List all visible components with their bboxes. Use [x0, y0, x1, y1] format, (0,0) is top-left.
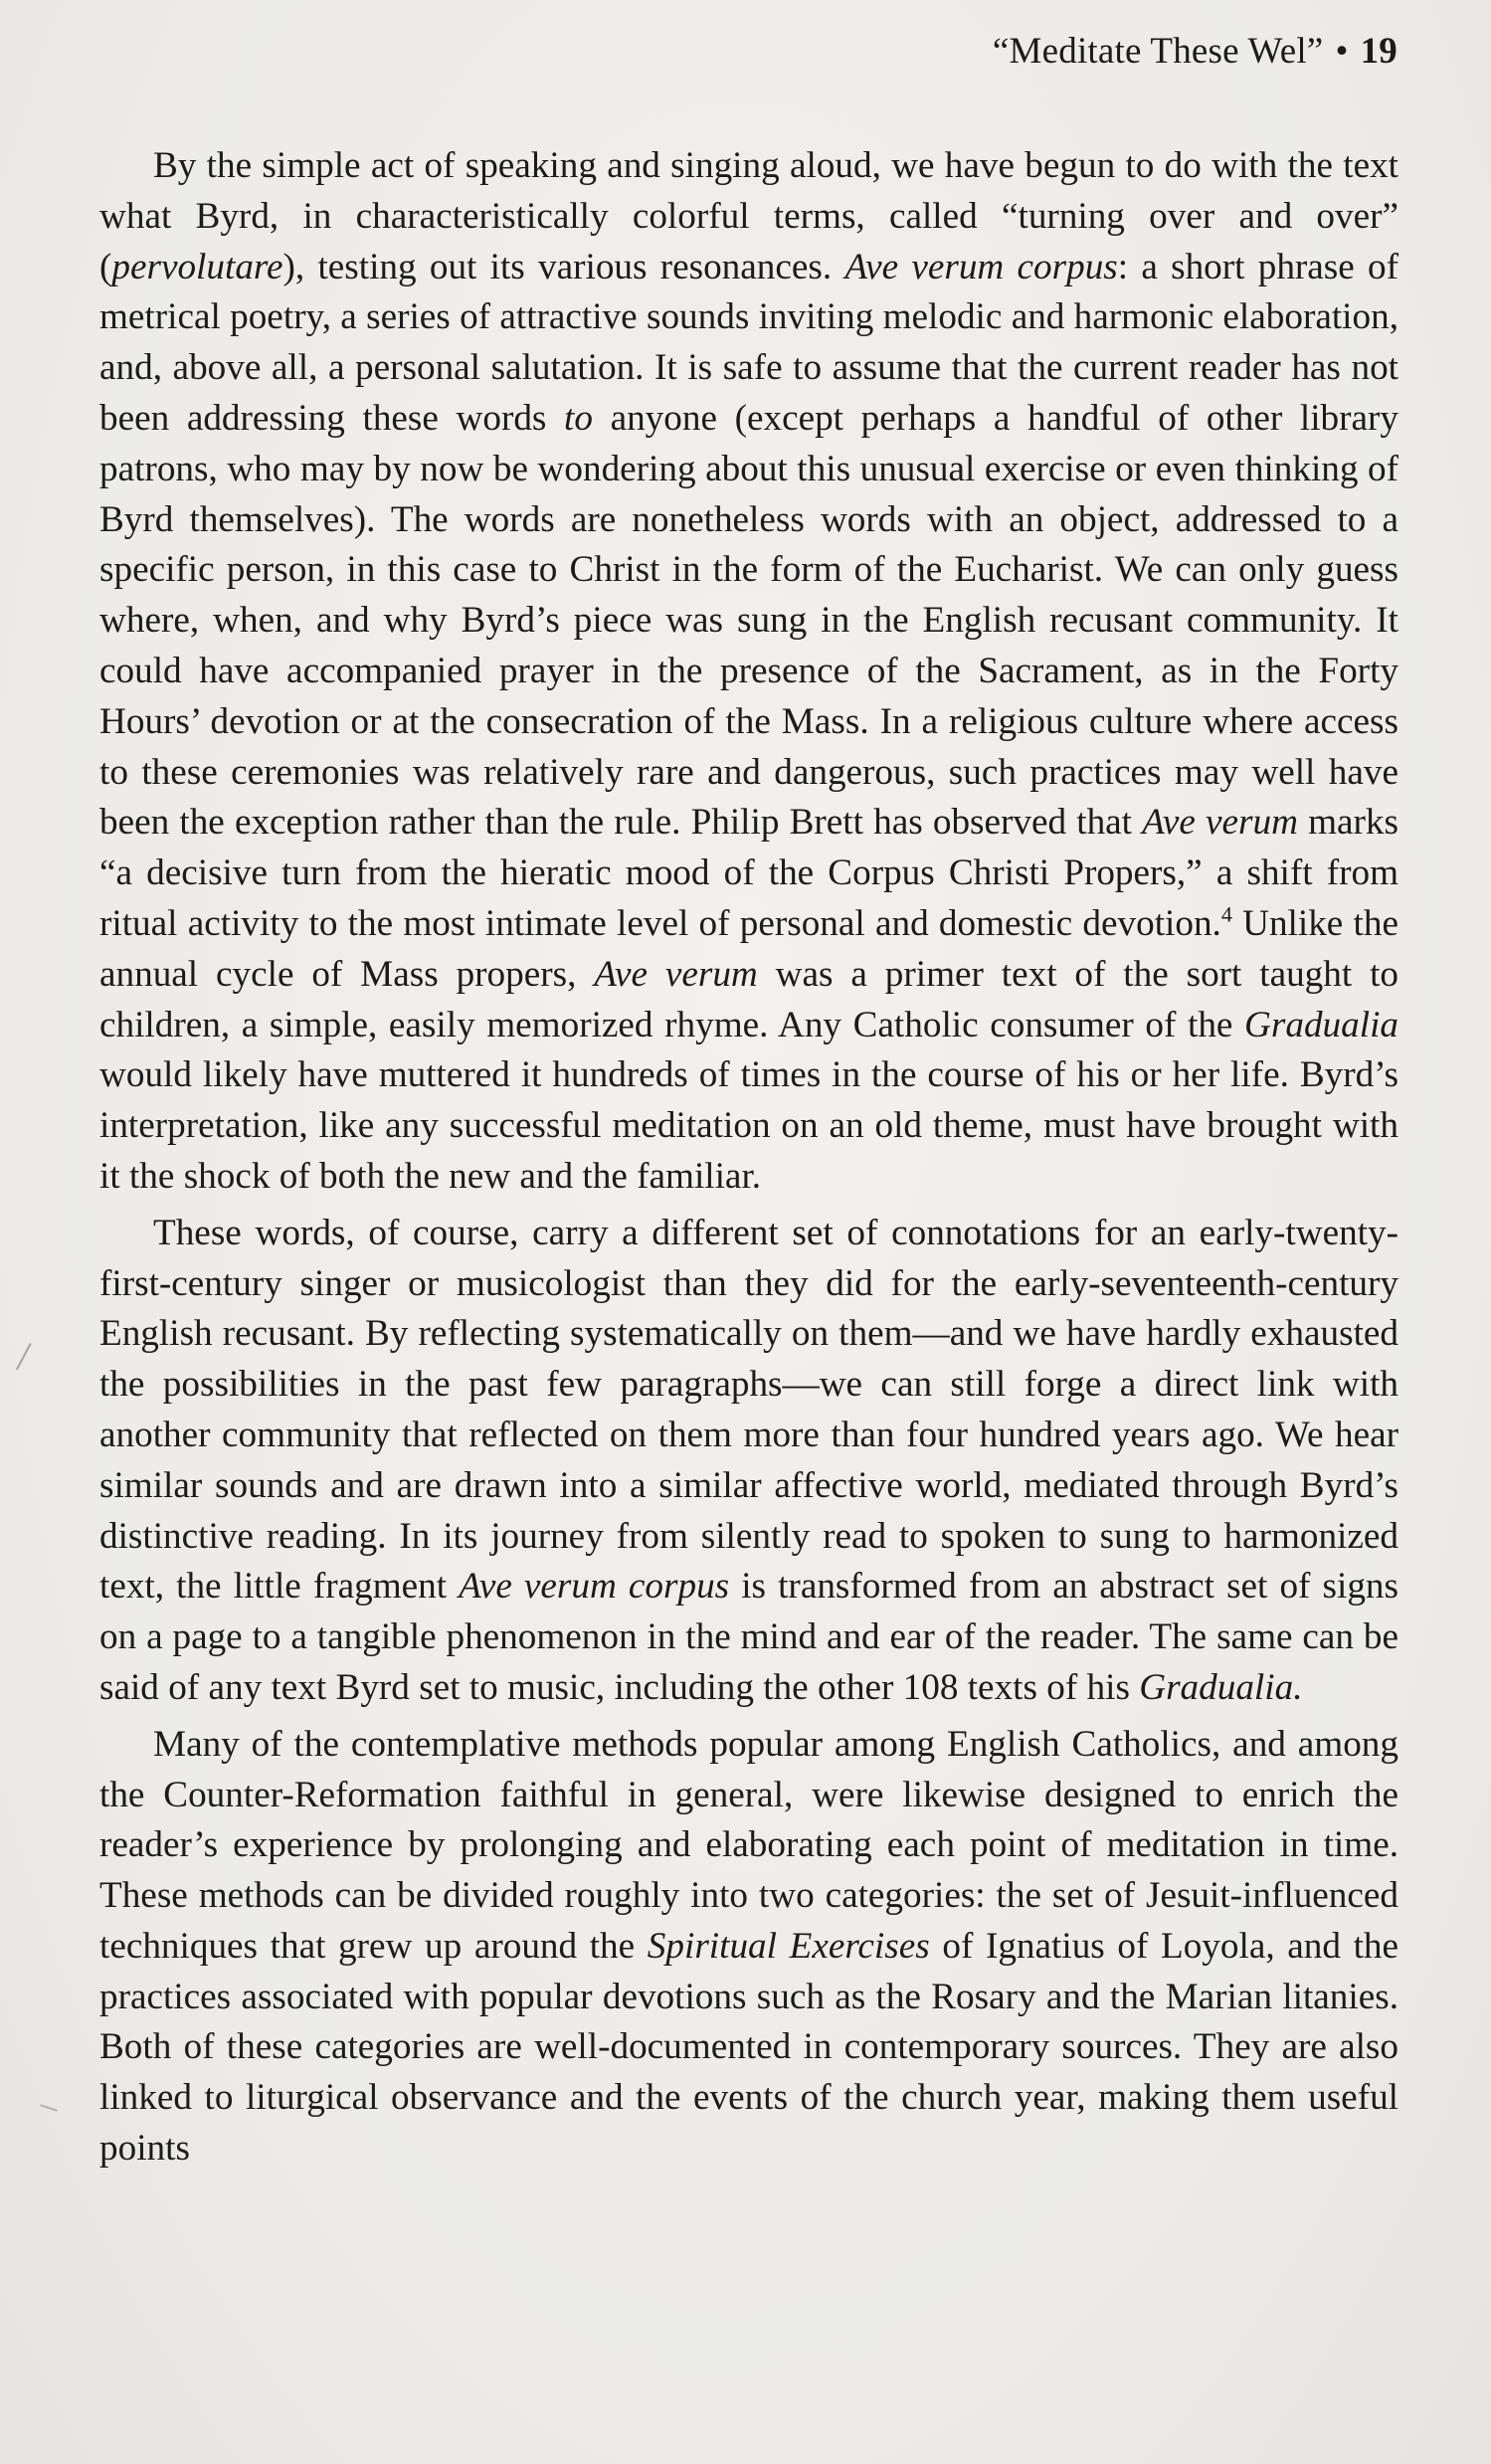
paragraph-3: Many of the contemplative methods popular among English Catholics, and among the Counter-Reformation faithful in general, were likewise designed to enrich the reader’s experience by prolonging and elaborating each point of meditation in time. These methods can be divided roughly into two categories: the set of Jesuit-influenced techniques that grew up around the Spiritual Exercises of Ignatius of Loyola, and the practices associated with popular devotions such as the Rosary and the Marian litanies. Both of these categories are well-documented in contemporary sources. They are also linked to liturgical observance and the events of the church year, making them useful points	[99, 1723, 1399, 2170]
italic-term: Gradualia	[1244, 1004, 1398, 1045]
italic-term: to	[564, 397, 593, 439]
footnote-marker: 4	[1220, 901, 1232, 927]
page-number: 19	[1360, 31, 1398, 72]
paragraph-2: These words, of course, carry a different set of connotations for an early-twenty-first-century singer or musicologist than they did for the early-seventeenth-century English recusant. By reflecting systematically on them—and we have hardly exhausted the possibilities in the past few paragraphs—we can still forge a direct link with another community that reflected on them more than four hundred years ago. We hear similar sounds and are drawn into a similar affective world, mediated through Byrd’s distinctive reading. In its journey from silently read to spoken to sung to harmonized text, the little fragment Ave verum corpus is transformed from an abstract set of signs on a page to a tangible phenomenon in the mind and ear of the reader. The same can be said of any text Byrd set to music, including the other 108 texts of his Gradualia.	[99, 1212, 1398, 1708]
header-bullet: •	[1335, 31, 1349, 72]
italic-term: Ave verum corpus	[459, 1566, 730, 1608]
italic-term: Ave verum corpus	[844, 246, 1118, 287]
paragraph-1: By the simple act of speaking and singing aloud, we have begun to do with the text what Byrd, in characteristically colorful terms, called “turning over and over” (pervolutare), testing out its various resonances. Ave verum corpus: a short phrase of metrical poetry, a series of attractive sounds inviting melodic and harmonic elaboration, and, above all, a personal salutation. It is safe to assume that the current reader has not been addressing these words to anyone (except perhaps a handful of other library patrons, who may by now be wondering about this unusual exercise or even thinking of Byrd themselves). The words are nonetheless words with an object, addressed to a specific person, in this case to Christ in the form of the Eucharist. We can only guess where, when, and why Byrd’s piece was sung in the English recusant community. It could have accompanied prayer in the presence of the Sacrament, as in the Forty Hours’ devotion or at the consecration of the Mass. In a religious culture where access to these ceremonies was relatively rare and dangerous, such practices may well have been the exception rather than the rule. Philip Brett has observed that Ave verum marks “a decisive turn from the hieratic mood of the Corpus Christi Propers,” a shift from ritual activity to the most intimate level of personal and domestic devotion.$^4$ Unlike the annual cycle of Mass propers, Ave verum was a primer text of the sort taught to children, a simple, easily memorized rhyme. Any Catholic consumer of the Gradualia would likely have muttered it hundreds of times in the course of his or her life. Byrd’s interpretation, like any successful meditation on an old theme, must have brought with it the shock of both the new and the familiar.	[99, 145, 1399, 1197]
italic-term: Spiritual Exercises	[647, 1925, 930, 1967]
margin-pencil-mark	[16, 1343, 44, 1377]
italic-term: pervolutare	[111, 246, 283, 287]
italic-term: Ave verum	[1142, 802, 1298, 844]
margin-pencil-mark	[40, 2104, 58, 2111]
body-text	[99, 141, 1398, 2175]
italic-term: Ave verum	[594, 953, 758, 995]
running-title: “Meditate These Wel”	[992, 31, 1324, 72]
running-header	[993, 30, 1398, 73]
italic-term: Gradualia.	[1139, 1666, 1303, 1708]
